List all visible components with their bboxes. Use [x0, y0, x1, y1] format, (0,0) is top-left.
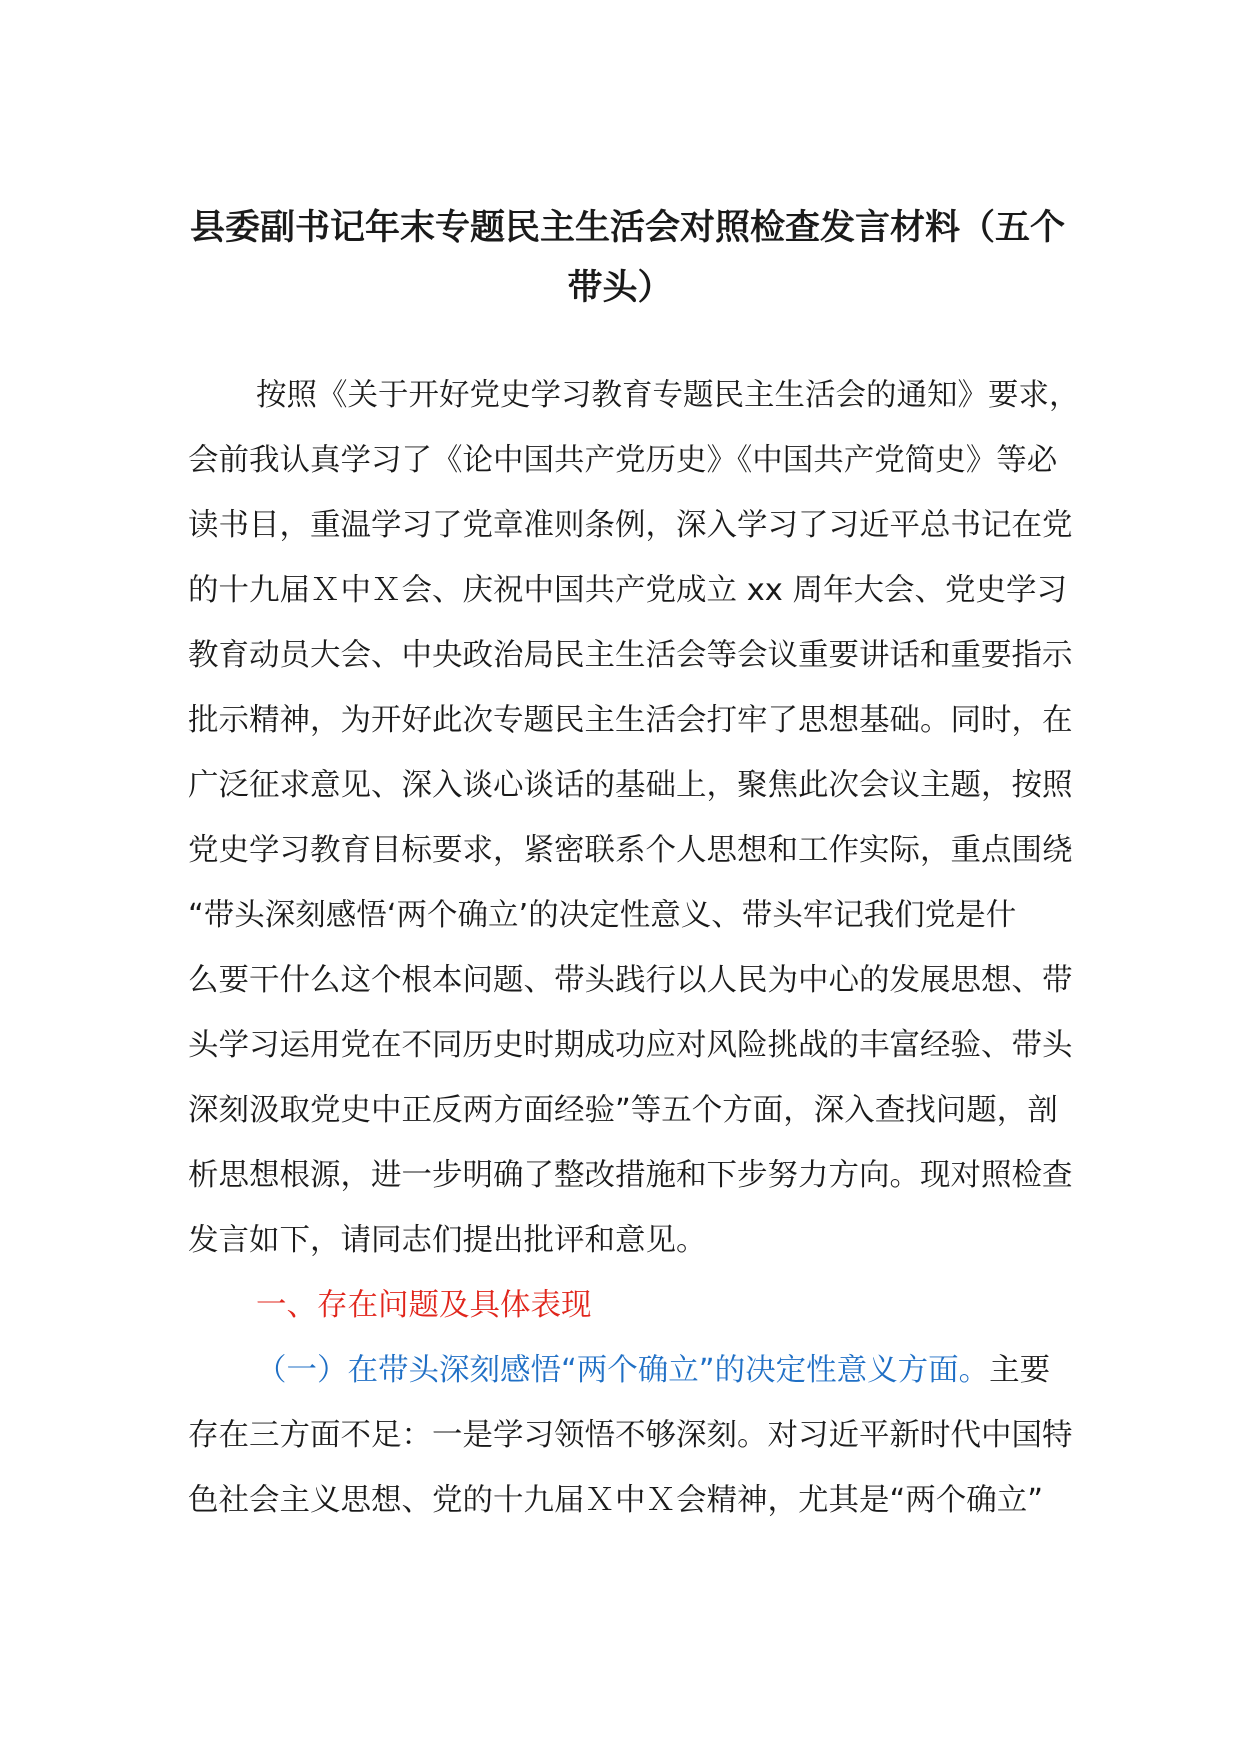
paragraph-line: 读书目，重温学习了党章准则条例，深入学习了习近平总书记在党 [188, 508, 1073, 543]
title-line: 带头） [567, 268, 673, 308]
paragraph-line: “带头深刻感悟‘两个确立’的决定性意义、带头牢记我们党是什 [188, 898, 1017, 933]
document-body [188, 363, 1080, 1533]
paragraph-line: 存在三方面不足：一是学习领悟不够深刻。对习近平新时代中国特 [188, 1418, 1073, 1453]
paragraph-line: 批示精神，为开好此次专题民主生活会打牢了思想基础。同时，在 [188, 703, 1073, 738]
subsection-heading-tail: 主要 [989, 1353, 1051, 1388]
paragraph-line: 按照《关于开好党史学习教育专题民主生活会的通知》要求， [256, 378, 1080, 413]
paragraph-line: 头学习运用党在不同历史时期成功应对风险挑战的丰富经验、带头 [188, 1028, 1073, 1063]
paragraph-line: 深刻汲取党史中正反两方面经验”等五个方面，深入查找问题，剖 [188, 1093, 1058, 1128]
title-line: 县委副书记年末专题民主生活会对照检查发言材料（五个 [190, 208, 1066, 248]
paragraph-line: 析思想根源，进一步明确了整改措施和下步努力方向。现对照检查 [188, 1158, 1073, 1193]
paragraph-line: 广泛征求意见、深入谈心谈话的基础上，聚焦此次会议主题，按照 [188, 768, 1073, 803]
paragraph-line: 发言如下，请同志们提出批评和意见。 [188, 1223, 707, 1258]
paragraph-line: 么要干什么这个根本问题、带头践行以人民为中心的发展思想、带 [188, 963, 1073, 998]
paragraph-line: 教育动员大会、中央政治局民主生活会等会议重要讲话和重要指示 [188, 638, 1073, 673]
paragraph-line: 的十九届Ｘ中Ｘ会、庆祝中国共产党成立 xx 周年大会、党史学习 [188, 573, 1067, 608]
paragraph-line: 会前我认真学习了《论中国共产党历史》《中国共产党简史》等必 [188, 443, 1058, 478]
paragraph-line: 色社会主义思想、党的十九届Ｘ中Ｘ会精神，尤其是“两个确立” [188, 1483, 1044, 1518]
section-heading: 一、存在问题及具体表现 [256, 1288, 592, 1323]
document-title [190, 198, 1066, 318]
subsection-first-line [188, 1338, 1058, 1403]
paragraph-line: 党史学习教育目标要求，紧密联系个人思想和工作实际，重点围绕 [188, 833, 1073, 868]
subsection-heading: （一）在带头深刻感悟“两个确立”的决定性意义方面。 [256, 1353, 990, 1388]
